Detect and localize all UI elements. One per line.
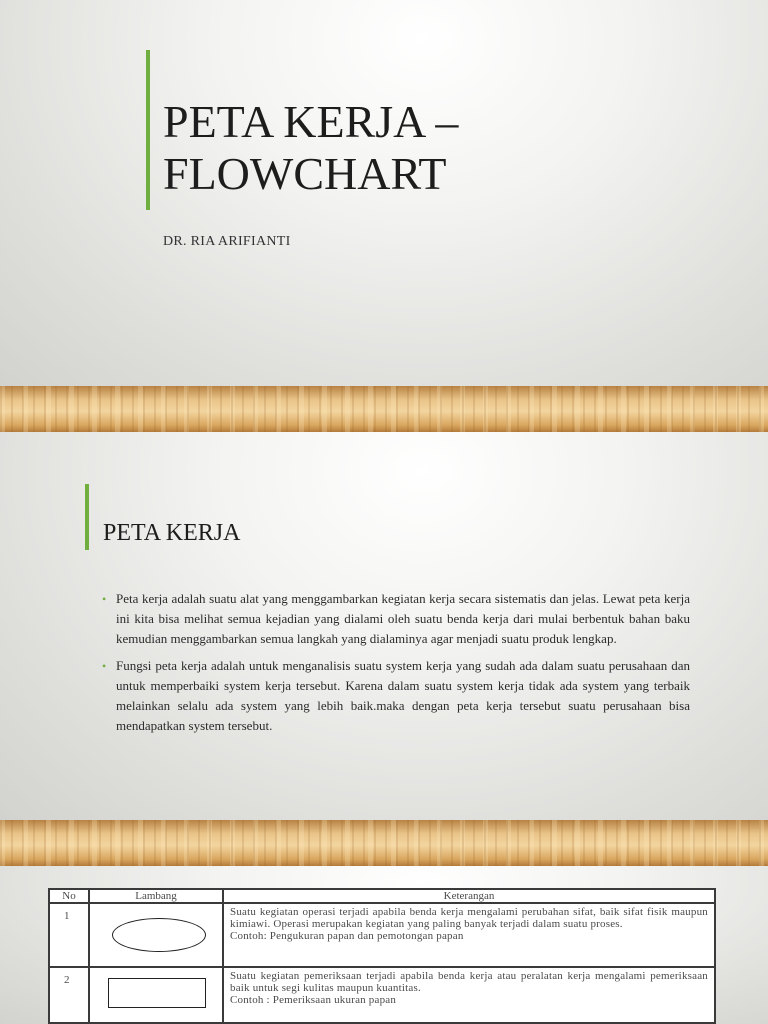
description-text: Suatu kegiatan operasi terjadi apabila benda kerja mengalami perubahan sifat, baik sifat fisik maupun kimiawi. Operasi merupakan kegiatan yang paling banyak terjadi dalam suatu proses. <box>230 906 708 930</box>
operation-ellipse-icon <box>112 918 206 952</box>
table-row <box>49 903 715 967</box>
table-header-row <box>49 889 715 903</box>
table-slide <box>0 866 768 1024</box>
row-number: 1 <box>49 903 89 967</box>
description-cell <box>223 967 715 1023</box>
slide-title <box>163 96 458 200</box>
bullet-item <box>102 656 690 736</box>
symbol-table-image <box>48 888 716 1024</box>
bullet-list <box>102 589 690 743</box>
row-number: 2 <box>49 967 89 1023</box>
accent-bar <box>146 50 150 210</box>
header-keterangan: Keterangan <box>223 889 715 903</box>
bullet-text: Fungsi peta kerja adalah untuk menganalisis suatu system kerja yang sudah ada dalam suatu perusahaan dan untuk memperbaiki system kerja tersebut. Karena dalam suatu system kerja tidak ada system yang terbaik melainkan selalu ada system yang lebih baik.maka dengan peta kerja tersebut suatu perusahaan bisa mendapatkan system tersebut. <box>116 658 690 733</box>
title-line-1: PETA KERJA – <box>163 96 459 147</box>
inspection-rectangle-icon <box>108 978 206 1008</box>
bullet-item <box>102 589 690 649</box>
symbol-cell <box>89 903 223 967</box>
symbol-table <box>48 888 716 1024</box>
bullet-icon: • <box>102 592 107 606</box>
slide-heading: PETA KERJA <box>103 520 241 546</box>
example-text: Contoh: Pengukuran papan dan pemotongan papan <box>230 930 464 942</box>
description-cell <box>223 903 715 967</box>
wood-divider <box>0 820 768 866</box>
title-slide <box>0 0 768 386</box>
title-line-2: FLOWCHART <box>163 148 447 199</box>
table-row <box>49 967 715 1023</box>
bullet-text: Peta kerja adalah suatu alat yang menggambarkan kegiatan kerja secara sistematis dan jelas. Lewat peta kerja ini kita bisa melihat semua kejadian yang dialami oleh suatu benda kerja dari mulai berbentuk bahan baku kemudian menggambarkan semua langkah yang dialaminya agar menjadi suatu produk lengkap. <box>116 591 690 646</box>
symbol-cell <box>89 967 223 1023</box>
header-no: No <box>49 889 89 903</box>
description-text: Suatu kegiatan pemeriksaan terjadi apabila benda kerja atau peralatan kerja mengalami pemeriksaan baik untuk segi kulitas maupun kuantitas. <box>230 970 708 994</box>
content-slide <box>0 432 768 820</box>
accent-bar <box>85 484 89 550</box>
example-text: Contoh : Pemeriksaan ukuran papan <box>230 994 397 1006</box>
wood-divider <box>0 386 768 432</box>
presenter-name: DR. RIA ARIFIANTI <box>163 234 291 249</box>
bullet-icon: • <box>102 659 107 673</box>
header-lambang: Lambang <box>89 889 223 903</box>
